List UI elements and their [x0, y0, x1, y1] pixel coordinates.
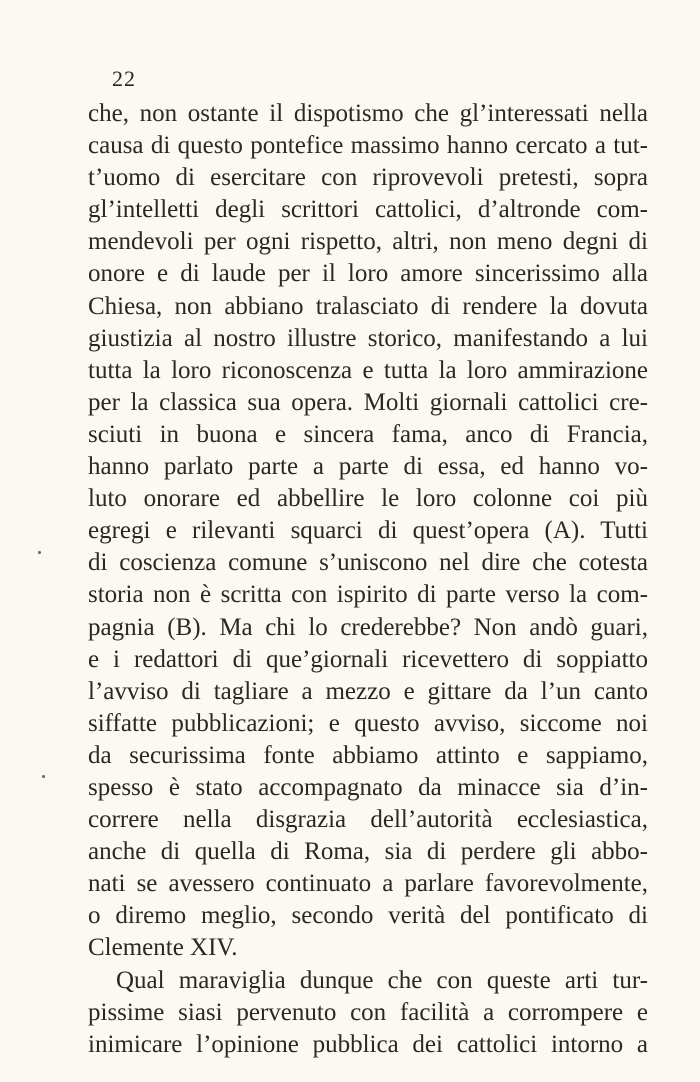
- page-number: 22: [112, 66, 136, 91]
- text-line: sciuti in buona e sincera fama, anco di Francia,: [88, 420, 648, 448]
- text-line: anche di quella di Roma, sia di perdere gli abbo-: [88, 838, 648, 866]
- text-line: correre nella disgrazia dell’autorità ecclesiastica,: [88, 806, 648, 834]
- text-line: siffatte pubblicazioni; e questo avviso, siccome noi: [88, 709, 648, 737]
- text-line: spesso è stato accompagnato da minacce sia d’in-: [88, 773, 648, 801]
- text-line: pagnia (B). Ma chi lo crederebbe? Non andò guari,: [88, 613, 648, 641]
- text-line: hanno parlato parte a parte di essa, ed hanno vo-: [88, 453, 648, 481]
- text-line: tutta la loro riconoscenza e tutta la loro ammirazione: [88, 356, 648, 384]
- text-line: mendevoli per ogni rispetto, altri, non meno degni di: [88, 228, 648, 256]
- text-line: di coscienza comune s’uniscono nel dire che cotesta: [88, 549, 648, 577]
- text-line: Qual maraviglia dunque che con queste arti tur-: [116, 966, 648, 994]
- text-line: e i redattori di que’giornali ricevettero di soppiatto: [88, 645, 648, 673]
- text-line: Chiesa, non abbiano tralasciato di rendere la dovuta: [88, 292, 648, 320]
- text-line: o diremo meglio, secondo verità del pontificato di: [88, 902, 648, 930]
- text-line: per la classica sua opera. Molti giornali cattolici cre-: [88, 388, 648, 416]
- text-line: pissime siasi pervenuto con facilità a corrompere e: [88, 998, 648, 1026]
- paper-speck: [42, 775, 45, 778]
- body-text: [88, 98, 648, 1061]
- text-line: che, non ostante il dispotismo che gl’interessati nella: [88, 100, 648, 127]
- text-line: causa di questo pontefice massimo hanno cercato a tut-: [88, 132, 648, 160]
- text-line: l’avviso di tagliare a mezzo e gittare da l’un canto: [88, 677, 648, 705]
- text-line: egregi e rilevanti squarci di quest’opera (A). Tutti: [88, 517, 648, 545]
- text-line: luto onorare ed abbellire le loro colonne coi più: [88, 485, 648, 513]
- text-line: inimicare l’opinione pubblica dei cattolici intorno a: [88, 1030, 648, 1058]
- text-line: storia non è scritta con ispirito di parte verso la com-: [88, 581, 648, 609]
- text-line: onore e di laude per il loro amore sincerissimo alla: [88, 260, 648, 288]
- text-line: giustizia al nostro illustre storico, manifestando a lui: [88, 324, 648, 352]
- paper-speck: [38, 551, 41, 554]
- text-line: t’uomo di esercitare con riprovevoli pretesti, sopra: [88, 164, 648, 192]
- text-line: gl’intelletti degli scrittori cattolici, d’altronde com-: [88, 196, 648, 224]
- text-line: nati se avessero continuato a parlare favorevolmente,: [88, 870, 648, 898]
- text-line: Clemente XIV.: [88, 934, 238, 962]
- text-line: da securissima fonte abbiamo attinto e sappiamo,: [88, 741, 648, 769]
